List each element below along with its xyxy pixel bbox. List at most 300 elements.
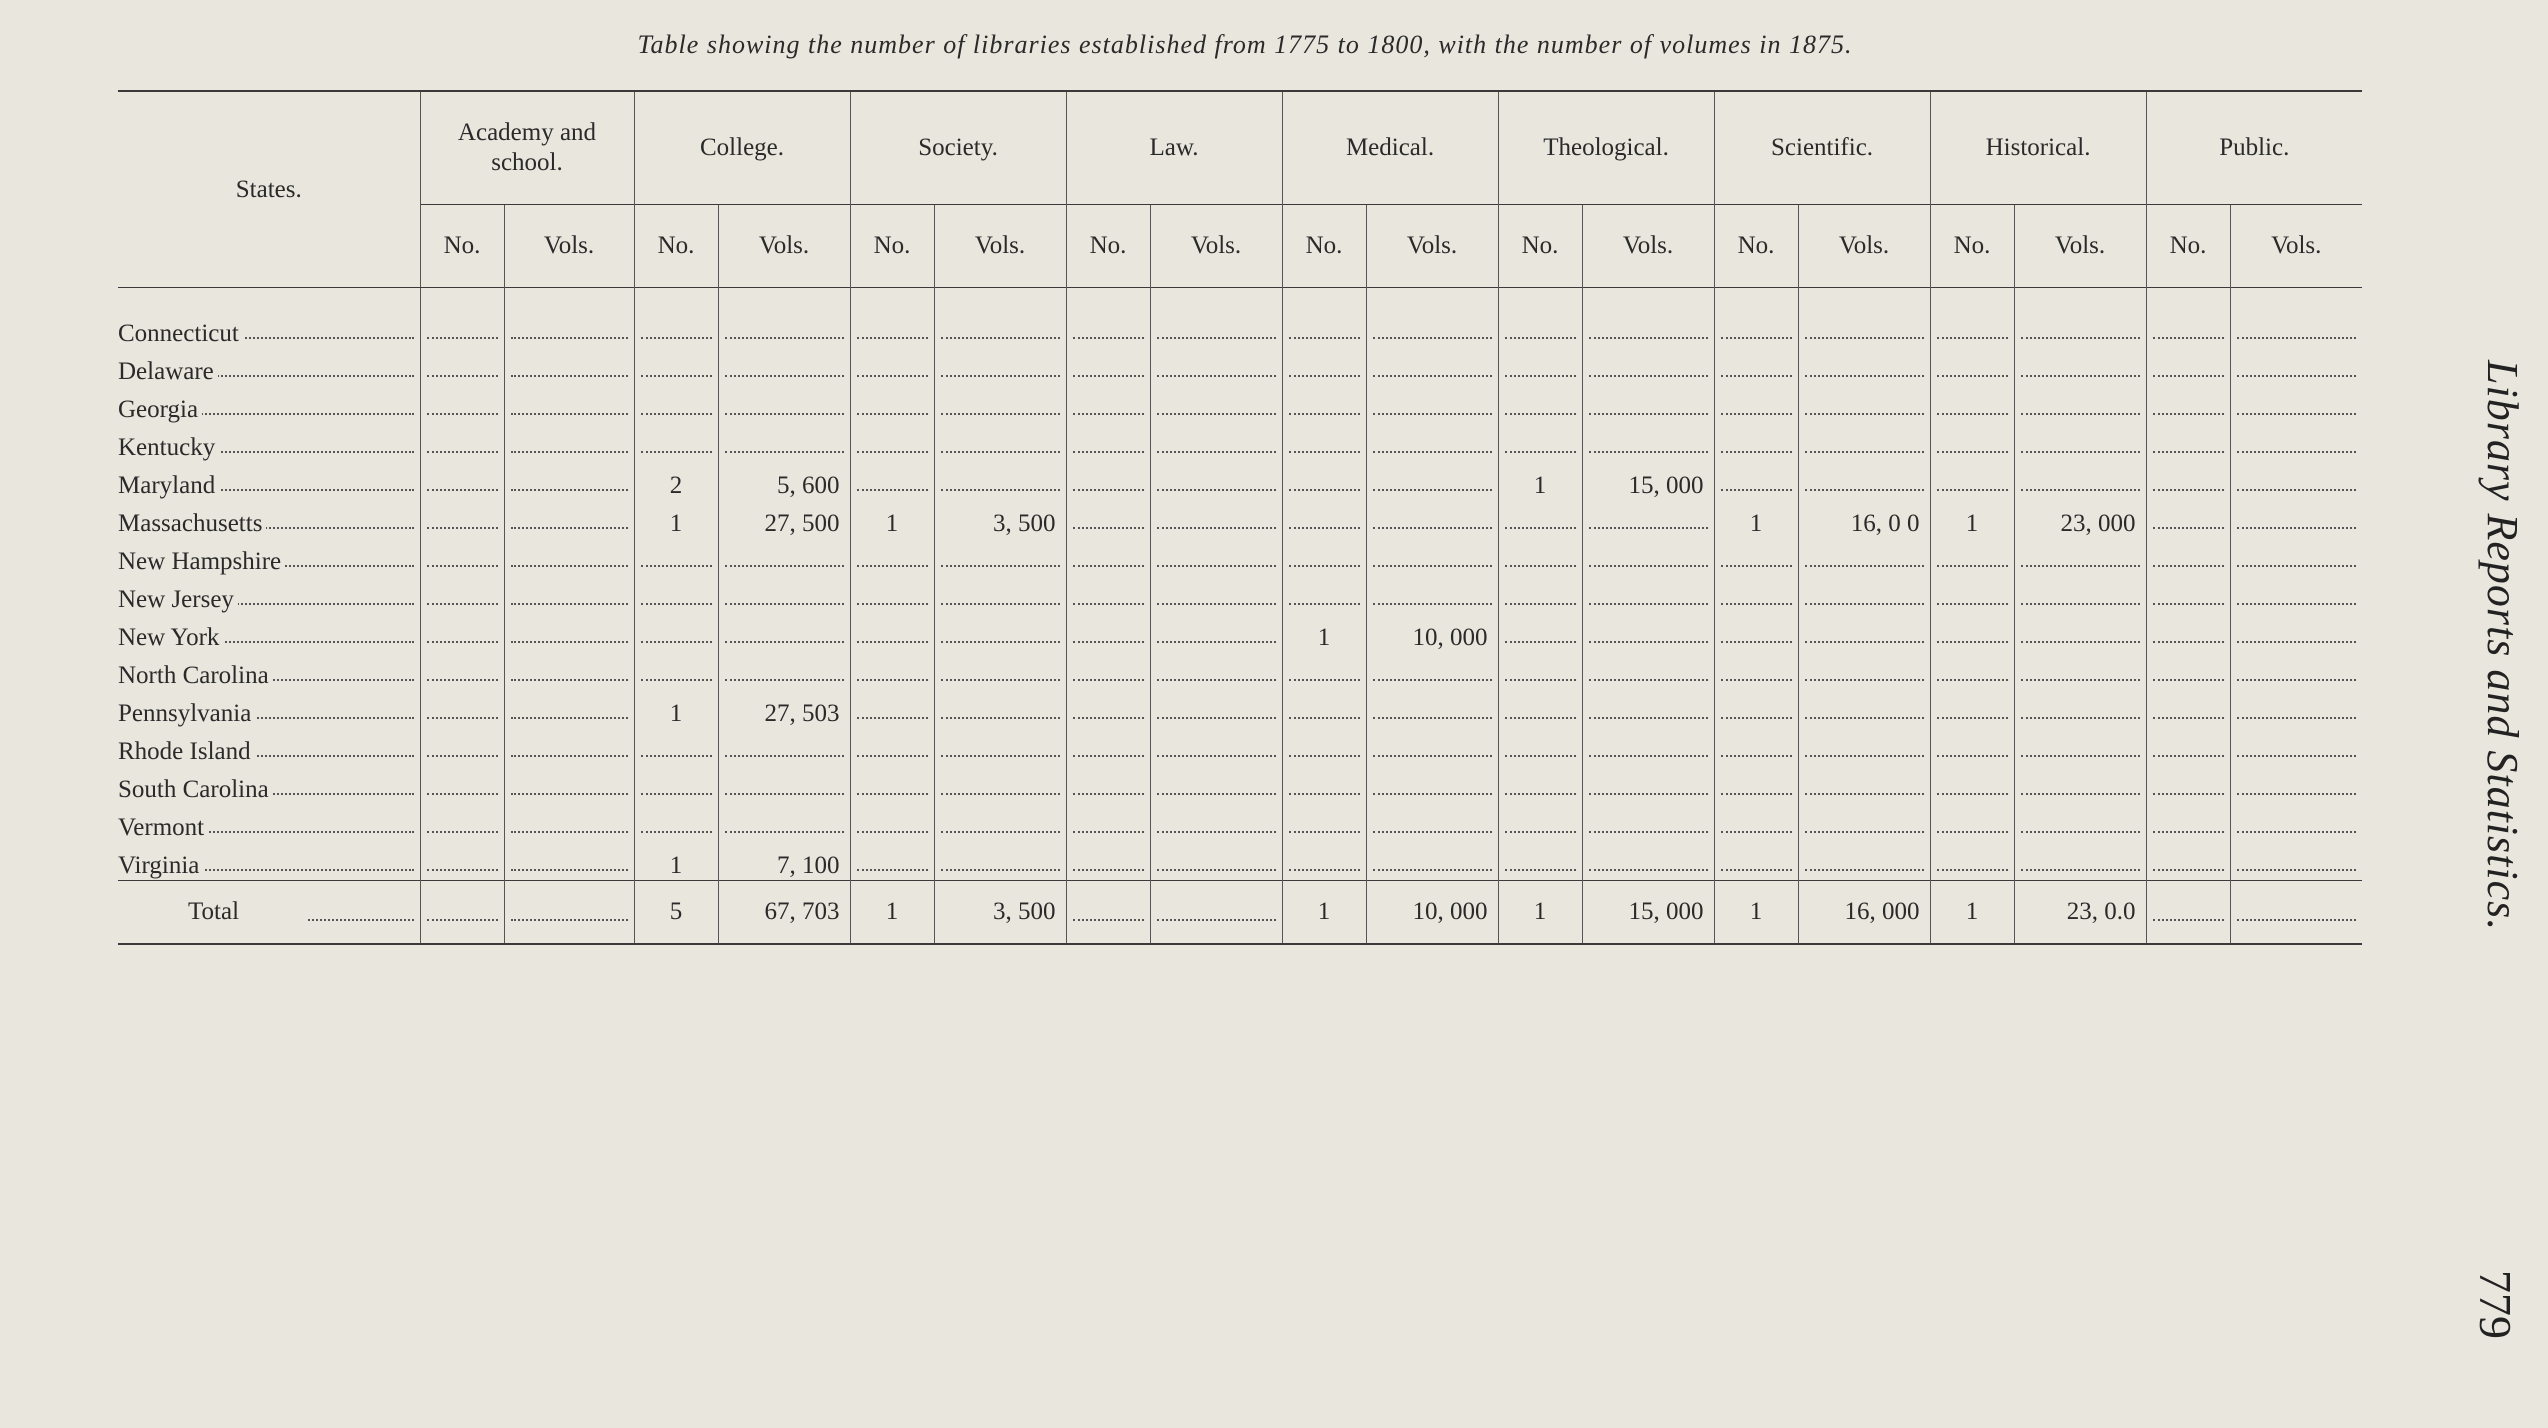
leader-dots xyxy=(2237,337,2357,339)
vols-cell xyxy=(504,500,634,538)
state-cell xyxy=(118,690,420,728)
no-cell xyxy=(1930,690,2014,728)
no-cell xyxy=(1714,500,1798,538)
state-name: New York xyxy=(118,624,223,651)
leader-dots xyxy=(1805,793,1924,795)
vols-header: Vols. xyxy=(1150,205,1282,288)
leader-dots xyxy=(725,375,844,377)
vols-cell xyxy=(1150,462,1282,500)
no-cell xyxy=(420,881,504,945)
leader-dots xyxy=(1157,679,1276,681)
leader-dots xyxy=(2021,869,2140,871)
leader-dots xyxy=(1805,337,1924,339)
volume-count: 3, 500 xyxy=(993,898,1056,925)
library-count: 5 xyxy=(669,898,683,925)
category-header: Theological. xyxy=(1498,91,1714,205)
leader-dots xyxy=(427,717,498,719)
vols-cell xyxy=(1366,462,1498,500)
leader-dots xyxy=(1373,337,1492,339)
vols-cell xyxy=(934,804,1066,842)
leader-dots xyxy=(1073,755,1144,757)
no-cell xyxy=(1066,500,1150,538)
vols-cell xyxy=(2014,288,2146,349)
no-cell xyxy=(634,614,718,652)
leader-dots xyxy=(1589,413,1708,415)
leader-dots xyxy=(1937,565,2008,567)
leader-dots xyxy=(2153,375,2224,377)
vols-cell xyxy=(718,348,850,386)
volume-count: 10, 000 xyxy=(1412,624,1488,651)
volume-count: 10, 000 xyxy=(1412,898,1488,925)
no-cell xyxy=(1066,538,1150,576)
vols-cell xyxy=(2014,842,2146,881)
leader-dots xyxy=(1805,375,1924,377)
library-count: 2 xyxy=(669,472,683,499)
vols-cell xyxy=(1582,804,1714,842)
no-cell xyxy=(634,348,718,386)
vols-cell xyxy=(1366,804,1498,842)
leader-dots xyxy=(2237,793,2357,795)
volume-count: 7, 100 xyxy=(777,852,840,879)
no-cell xyxy=(1930,348,2014,386)
no-cell xyxy=(850,538,934,576)
no-cell xyxy=(1498,842,1582,881)
vols-cell xyxy=(1150,348,1282,386)
vols-cell xyxy=(718,386,850,424)
no-cell xyxy=(2146,288,2230,349)
no-cell xyxy=(2146,804,2230,842)
vols-cell xyxy=(2230,288,2362,349)
leader-dots xyxy=(1805,831,1924,833)
table-row xyxy=(118,766,2362,804)
leader-dots xyxy=(1721,375,1792,377)
no-cell xyxy=(2146,728,2230,766)
leader-dots xyxy=(511,489,628,491)
vols-cell xyxy=(2230,766,2362,804)
state-cell xyxy=(118,288,420,349)
no-cell xyxy=(1498,614,1582,652)
no-cell xyxy=(1282,462,1366,500)
vols-cell xyxy=(504,576,634,614)
leader-dots xyxy=(2237,603,2357,605)
leader-dots xyxy=(941,755,1060,757)
table-row xyxy=(118,804,2362,842)
no-cell xyxy=(1714,614,1798,652)
no-cell xyxy=(1066,348,1150,386)
leader-dots xyxy=(1505,451,1576,453)
state-cell xyxy=(118,728,420,766)
no-cell xyxy=(1498,386,1582,424)
leader-dots xyxy=(641,337,712,339)
no-cell xyxy=(1498,652,1582,690)
no-cell xyxy=(634,538,718,576)
vols-cell xyxy=(1150,538,1282,576)
leader-dots xyxy=(1289,679,1360,681)
no-cell xyxy=(420,614,504,652)
running-title: Library Reports and Statistics. xyxy=(2478,360,2527,932)
no-cell xyxy=(634,690,718,728)
leader-dots xyxy=(1805,869,1924,871)
leader-dots xyxy=(1589,831,1708,833)
vols-cell xyxy=(2014,690,2146,728)
vols-cell xyxy=(504,842,634,881)
leader-dots xyxy=(1157,337,1276,339)
vols-cell xyxy=(2230,576,2362,614)
leader-dots xyxy=(2153,679,2224,681)
table-row xyxy=(118,462,2362,500)
leader-dots xyxy=(1289,603,1360,605)
no-cell xyxy=(1714,424,1798,462)
leader-dots xyxy=(1505,565,1576,567)
table-row xyxy=(118,614,2362,652)
vols-cell xyxy=(1798,804,1930,842)
no-cell xyxy=(1714,652,1798,690)
no-header: No. xyxy=(2146,205,2230,288)
no-cell xyxy=(1066,881,1150,945)
leader-dots xyxy=(2237,527,2357,529)
table-row xyxy=(118,690,2362,728)
vols-cell xyxy=(2230,652,2362,690)
leader-dots xyxy=(1073,831,1144,833)
leader-dots xyxy=(1073,717,1144,719)
vols-cell xyxy=(2230,842,2362,881)
leader-dots xyxy=(1805,717,1924,719)
leader-dots xyxy=(2153,489,2224,491)
vols-cell xyxy=(1150,652,1282,690)
vols-cell xyxy=(934,842,1066,881)
vols-cell xyxy=(1798,386,1930,424)
leader-dots xyxy=(1373,717,1492,719)
vols-cell xyxy=(718,652,850,690)
vols-cell xyxy=(1366,288,1498,349)
no-cell xyxy=(1066,652,1150,690)
leader-dots xyxy=(641,565,712,567)
vols-cell xyxy=(1582,500,1714,538)
leader-dots xyxy=(1373,413,1492,415)
no-cell xyxy=(1498,500,1582,538)
vols-cell xyxy=(1366,576,1498,614)
volume-count: 5, 600 xyxy=(777,472,840,499)
leader-dots xyxy=(641,641,712,643)
leader-dots xyxy=(511,717,628,719)
leader-dots xyxy=(1157,919,1276,921)
no-cell xyxy=(420,728,504,766)
leader-dots xyxy=(2237,717,2357,719)
no-cell xyxy=(2146,538,2230,576)
no-cell xyxy=(1498,881,1582,945)
leader-dots xyxy=(1589,679,1708,681)
leader-dots xyxy=(641,603,712,605)
state-cell xyxy=(118,538,420,576)
vols-cell xyxy=(2230,462,2362,500)
vols-header: Vols. xyxy=(1366,205,1498,288)
vols-cell xyxy=(718,804,850,842)
table-body xyxy=(118,288,2362,945)
vols-header: Vols. xyxy=(934,205,1066,288)
vols-cell xyxy=(2230,690,2362,728)
leader-dots xyxy=(2021,717,2140,719)
no-cell xyxy=(634,804,718,842)
leader-dots xyxy=(2237,869,2357,871)
leader-dots xyxy=(2153,413,2224,415)
library-count: 1 xyxy=(1749,898,1763,925)
leader-dots xyxy=(941,565,1060,567)
volume-count: 23, 000 xyxy=(2060,510,2136,537)
no-cell xyxy=(1714,881,1798,945)
no-cell xyxy=(1498,728,1582,766)
no-cell xyxy=(2146,386,2230,424)
leader-dots xyxy=(1937,603,2008,605)
no-cell xyxy=(420,842,504,881)
vols-cell xyxy=(1366,881,1498,945)
leader-dots xyxy=(1505,337,1576,339)
vols-cell xyxy=(1582,728,1714,766)
vols-cell xyxy=(1798,538,1930,576)
leader-dots xyxy=(1589,793,1708,795)
leader-dots xyxy=(2021,413,2140,415)
no-cell xyxy=(1066,842,1150,881)
leader-dots xyxy=(1373,527,1492,529)
vols-cell xyxy=(1366,766,1498,804)
vols-cell xyxy=(934,288,1066,349)
leader-dots xyxy=(941,793,1060,795)
no-cell xyxy=(420,348,504,386)
state-name: Kentucky xyxy=(118,434,219,461)
no-cell xyxy=(850,348,934,386)
no-cell xyxy=(420,500,504,538)
vols-cell xyxy=(934,424,1066,462)
leader-dots xyxy=(427,641,498,643)
vols-cell xyxy=(2230,424,2362,462)
vols-cell xyxy=(1366,500,1498,538)
leader-dots xyxy=(2021,565,2140,567)
no-cell xyxy=(1714,804,1798,842)
leader-dots xyxy=(1157,565,1276,567)
leader-dots xyxy=(1589,527,1708,529)
table-row xyxy=(118,424,2362,462)
vols-cell xyxy=(934,500,1066,538)
no-cell xyxy=(634,842,718,881)
state-name: South Carolina xyxy=(118,776,273,803)
leader-dots xyxy=(1157,641,1276,643)
leader-dots xyxy=(1073,919,1144,921)
no-cell xyxy=(1282,690,1366,728)
leader-dots xyxy=(941,413,1060,415)
no-cell xyxy=(1066,766,1150,804)
vols-cell xyxy=(2230,881,2362,945)
leader-dots xyxy=(1289,755,1360,757)
leader-dots xyxy=(941,831,1060,833)
leader-dots xyxy=(511,755,628,757)
library-count: 1 xyxy=(1533,472,1547,499)
leader-dots xyxy=(2021,793,2140,795)
vols-cell xyxy=(718,728,850,766)
table-row xyxy=(118,538,2362,576)
no-cell xyxy=(1930,386,2014,424)
leader-dots xyxy=(2237,831,2357,833)
vols-cell xyxy=(1366,386,1498,424)
leader-dots xyxy=(641,413,712,415)
no-cell xyxy=(1714,348,1798,386)
leader-dots xyxy=(725,337,844,339)
leader-dots xyxy=(427,375,498,377)
leader-dots xyxy=(1073,527,1144,529)
vols-cell xyxy=(1150,576,1282,614)
state-name: Pennsylvania xyxy=(118,700,255,727)
table-row xyxy=(118,386,2362,424)
leader-dots xyxy=(1073,793,1144,795)
no-cell xyxy=(1282,804,1366,842)
state-name: Connecticut xyxy=(118,320,243,347)
vols-cell xyxy=(1150,614,1282,652)
vols-cell xyxy=(718,462,850,500)
vols-cell xyxy=(1798,614,1930,652)
volume-count: 16, 000 xyxy=(1844,898,1920,925)
vols-cell xyxy=(1582,424,1714,462)
vols-cell xyxy=(1798,766,1930,804)
vols-cell xyxy=(2230,386,2362,424)
leader-dots xyxy=(941,603,1060,605)
volume-count: 27, 503 xyxy=(764,700,840,727)
leader-dots xyxy=(857,489,928,491)
vols-cell xyxy=(2014,881,2146,945)
leader-dots xyxy=(1721,793,1792,795)
vols-cell xyxy=(1150,386,1282,424)
subheader-row xyxy=(118,205,2362,288)
leader-dots xyxy=(641,679,712,681)
vols-cell xyxy=(1366,728,1498,766)
leader-dots xyxy=(1289,375,1360,377)
no-cell xyxy=(1498,424,1582,462)
volume-count: 15, 000 xyxy=(1628,898,1704,925)
leader-dots xyxy=(1589,641,1708,643)
leader-dots xyxy=(511,413,628,415)
leader-dots xyxy=(427,603,498,605)
vols-cell xyxy=(2014,424,2146,462)
leader-dots xyxy=(941,679,1060,681)
leader-dots xyxy=(2021,451,2140,453)
vols-cell xyxy=(718,614,850,652)
no-cell xyxy=(2146,766,2230,804)
leader-dots xyxy=(1073,641,1144,643)
leader-dots xyxy=(427,337,498,339)
vols-cell xyxy=(504,804,634,842)
leader-dots xyxy=(1505,375,1576,377)
leader-dots xyxy=(1937,717,2008,719)
state-cell xyxy=(118,804,420,842)
no-cell xyxy=(420,462,504,500)
leader-dots xyxy=(511,869,628,871)
vols-cell xyxy=(1150,690,1282,728)
no-cell xyxy=(1066,424,1150,462)
leader-dots xyxy=(1157,603,1276,605)
leader-dots xyxy=(641,793,712,795)
no-cell xyxy=(1498,766,1582,804)
leader-dots xyxy=(2237,755,2357,757)
leader-dots xyxy=(1805,679,1924,681)
vols-cell xyxy=(1150,881,1282,945)
no-cell xyxy=(420,804,504,842)
leader-dots xyxy=(941,641,1060,643)
leader-dots xyxy=(1373,375,1492,377)
volume-count: 15, 000 xyxy=(1628,472,1704,499)
leader-dots xyxy=(1289,717,1360,719)
no-cell xyxy=(1498,538,1582,576)
vols-cell xyxy=(934,728,1066,766)
no-cell xyxy=(1930,766,2014,804)
no-cell xyxy=(1714,766,1798,804)
leader-dots xyxy=(1157,831,1276,833)
no-cell xyxy=(2146,881,2230,945)
no-cell xyxy=(634,288,718,349)
leader-dots xyxy=(1937,337,2008,339)
vols-cell xyxy=(718,576,850,614)
no-cell xyxy=(634,766,718,804)
no-cell xyxy=(1066,728,1150,766)
no-cell xyxy=(1066,690,1150,728)
leader-dots xyxy=(1721,489,1792,491)
no-cell xyxy=(420,386,504,424)
vols-cell xyxy=(1582,348,1714,386)
leader-dots xyxy=(1505,831,1576,833)
leader-dots xyxy=(2153,717,2224,719)
leader-dots xyxy=(1289,793,1360,795)
leader-dots xyxy=(1157,413,1276,415)
leader-dots xyxy=(511,565,628,567)
leader-dots xyxy=(1937,413,2008,415)
leader-dots xyxy=(1721,451,1792,453)
no-cell xyxy=(1930,614,2014,652)
leader-dots xyxy=(1373,565,1492,567)
leader-dots xyxy=(1589,451,1708,453)
volume-count: 23, 0.0 xyxy=(2066,898,2136,925)
leader-dots xyxy=(511,603,628,605)
library-count: 1 xyxy=(1533,898,1547,925)
state-name: Rhode Island xyxy=(118,738,255,765)
category-header: Medical. xyxy=(1282,91,1498,205)
vols-cell xyxy=(1150,728,1282,766)
leader-dots xyxy=(1937,679,2008,681)
leader-dots xyxy=(2237,489,2357,491)
leader-dots xyxy=(2021,831,2140,833)
leader-dots xyxy=(2153,831,2224,833)
library-count: 1 xyxy=(669,510,683,537)
vols-cell xyxy=(1582,614,1714,652)
table-row xyxy=(118,652,2362,690)
no-cell xyxy=(634,424,718,462)
no-cell xyxy=(1282,538,1366,576)
no-header: No. xyxy=(850,205,934,288)
vols-cell xyxy=(1366,614,1498,652)
leader-dots xyxy=(427,919,498,921)
leader-dots xyxy=(511,831,628,833)
vols-header: Vols. xyxy=(1798,205,1930,288)
no-cell xyxy=(1282,766,1366,804)
no-cell xyxy=(850,766,934,804)
vols-cell xyxy=(1150,766,1282,804)
leader-dots xyxy=(941,717,1060,719)
leader-dots xyxy=(1589,869,1708,871)
no-cell xyxy=(1282,288,1366,349)
state-name: Vermont xyxy=(118,814,208,841)
leader-dots xyxy=(1721,603,1792,605)
no-cell xyxy=(1498,348,1582,386)
vols-cell xyxy=(504,614,634,652)
vols-cell xyxy=(2014,348,2146,386)
volume-count: 16, 0 0 xyxy=(1850,510,1920,537)
leader-dots xyxy=(1157,869,1276,871)
leader-dots xyxy=(725,831,844,833)
